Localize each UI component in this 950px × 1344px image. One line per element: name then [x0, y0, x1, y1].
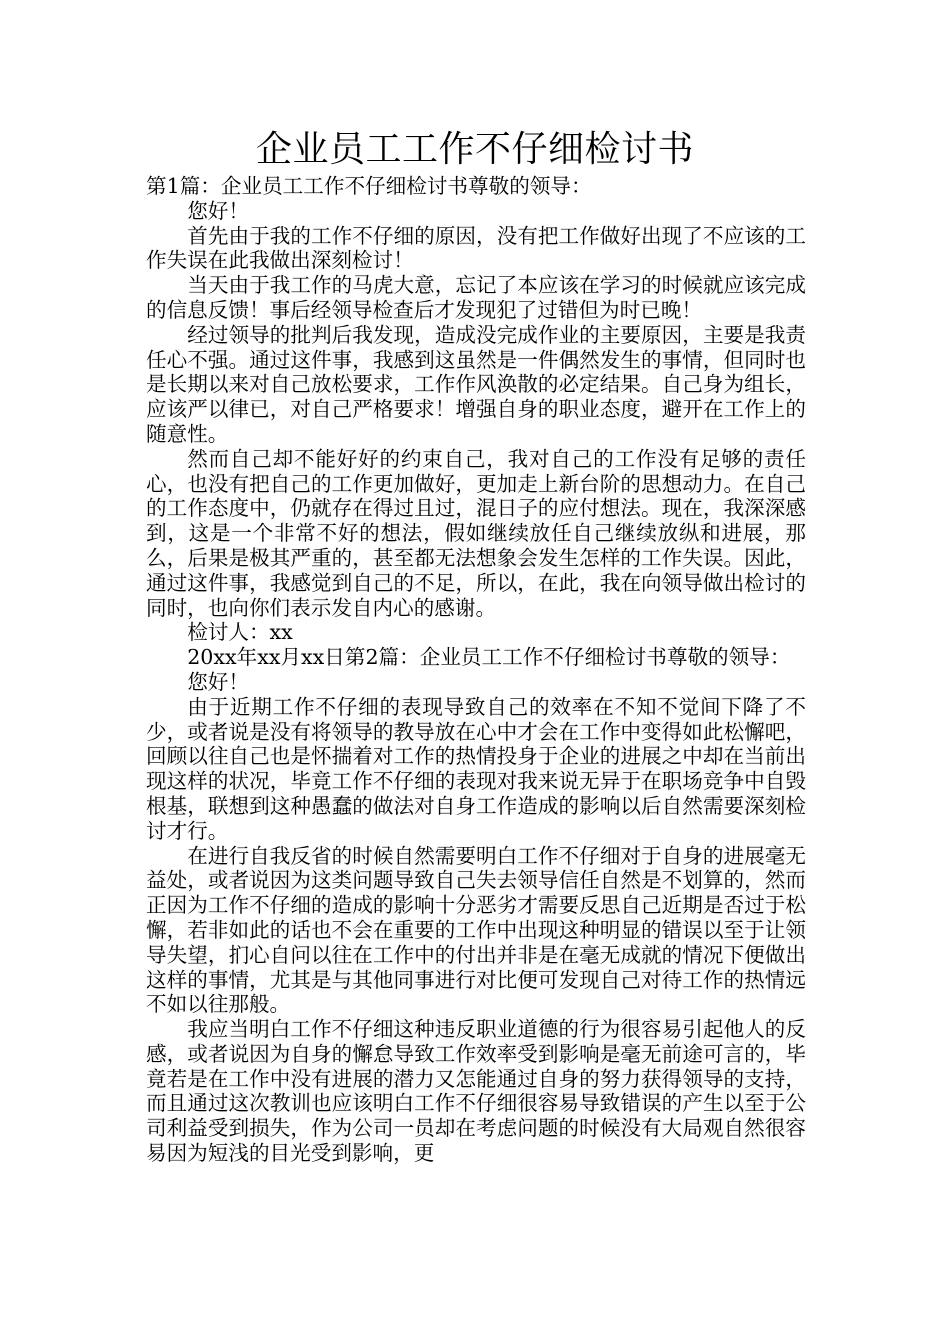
paragraph: 我应当明白工作不仔细这种违反职业道德的行为很容易引起他人的反感，或者说因为自身的懈怠导致工作效率受到影响是毫无前途可言的，毕竟若是在工作中没有进展的潜力又怎能通过自身的努力获得领导的支持，而且通过这次教训也应该明白工作不仔细很容易导致错误的产生以至于公司利益受到损失，作为公司一员却在考虑问题的时候没有大局观自然很容易因为短浅的目光受到影响，更	[146, 1017, 806, 1166]
document-title: 企业员工工作不仔细检讨书	[255, 129, 694, 170]
paragraph: 当天由于我工作的马虎大意，忘记了本应该在学习的时候就应该完成的信息反馈！事后经领导检查后才发现犯了过错但为时已晚！	[146, 273, 806, 322]
paragraph: 首先由于我的工作不仔细的原因，没有把工作做好出现了不应该的工作失误在此我做出深刻检讨！	[146, 223, 806, 273]
paragraph: 第1篇：企业员工工作不仔细检讨书尊敬的领导：	[146, 174, 592, 198]
paragraph: 由于近期工作不仔细的表现导致自己的效率在不知不觉间下降了不少，或者说是没有将领导的教导放在心中才会在工作中变得如此松懈吧，回顾以往自己也是怀揣着对工作的热情投身于企业的进展之中却在当前出现这样的状况，毕竟工作不仔细的表现对我来说无异于在职场竞争中自毁根基，联想到这种愚蠢的做法对自身工作造成的影响以后自然需要深刻检讨才行。	[146, 694, 806, 843]
paragraph: 20xx年xx月xx日第2篇：企业员工工作不仔细检讨书尊敬的领导：	[187, 645, 791, 670]
document-body	[146, 174, 806, 1166]
paragraph: 您好！	[187, 198, 249, 223]
paragraph: 您好！	[187, 669, 249, 694]
paragraph: 检讨人：xx	[187, 620, 293, 645]
paragraph: 然而自己却不能好好的约束自己，我对自己的工作没有足够的责任心，也没有把自己的工作更加做好，更加走上新台阶的思想动力。在自己的工作态度中，仍就存在得过且过，混日子的应付想法。现在，我深深感到，这是一个非常不好的想法，假如继续放任自己继续放纵和进展，那么，后果是极其严重的，甚至都无法想象会发生怎样的工作失误。因此，通过这件事，我感觉到自己的不足，所以，在此，我在向领导做出检讨的同时，也向你们表示发自内心的感谢。	[146, 446, 806, 620]
paragraph: 经过领导的批判后我发现，造成没完成作业的主要原因，主要是我责任心不强。通过这件事，我感到这虽然是一件偶然发生的事情，但同时也是长期以来对自己放松要求，工作作风涣散的必定结果。自己身为组长，应该严以律已，对自己严格要求！增强自身的职业态度，避开在工作上的随意性。	[146, 322, 806, 446]
paragraph: 在进行自我反省的时候自然需要明白工作不仔细对于自身的进展毫无益处，或者说因为这类问题导致自己失去领导信任自然是不划算的，然而正因为工作不仔细的造成的影响十分恶劣才需要反思自己近期是否过于松懈，若非如此的话也不会在重要的工作中出现这种明显的错误以至于让领导失望，扪心自问以往在工作中的付出并非是在毫无成就的情况下便做出这样的事情，尤其是与其他同事进行对比便可发现自己对待工作的热情远不如以往那般。	[146, 843, 806, 1017]
